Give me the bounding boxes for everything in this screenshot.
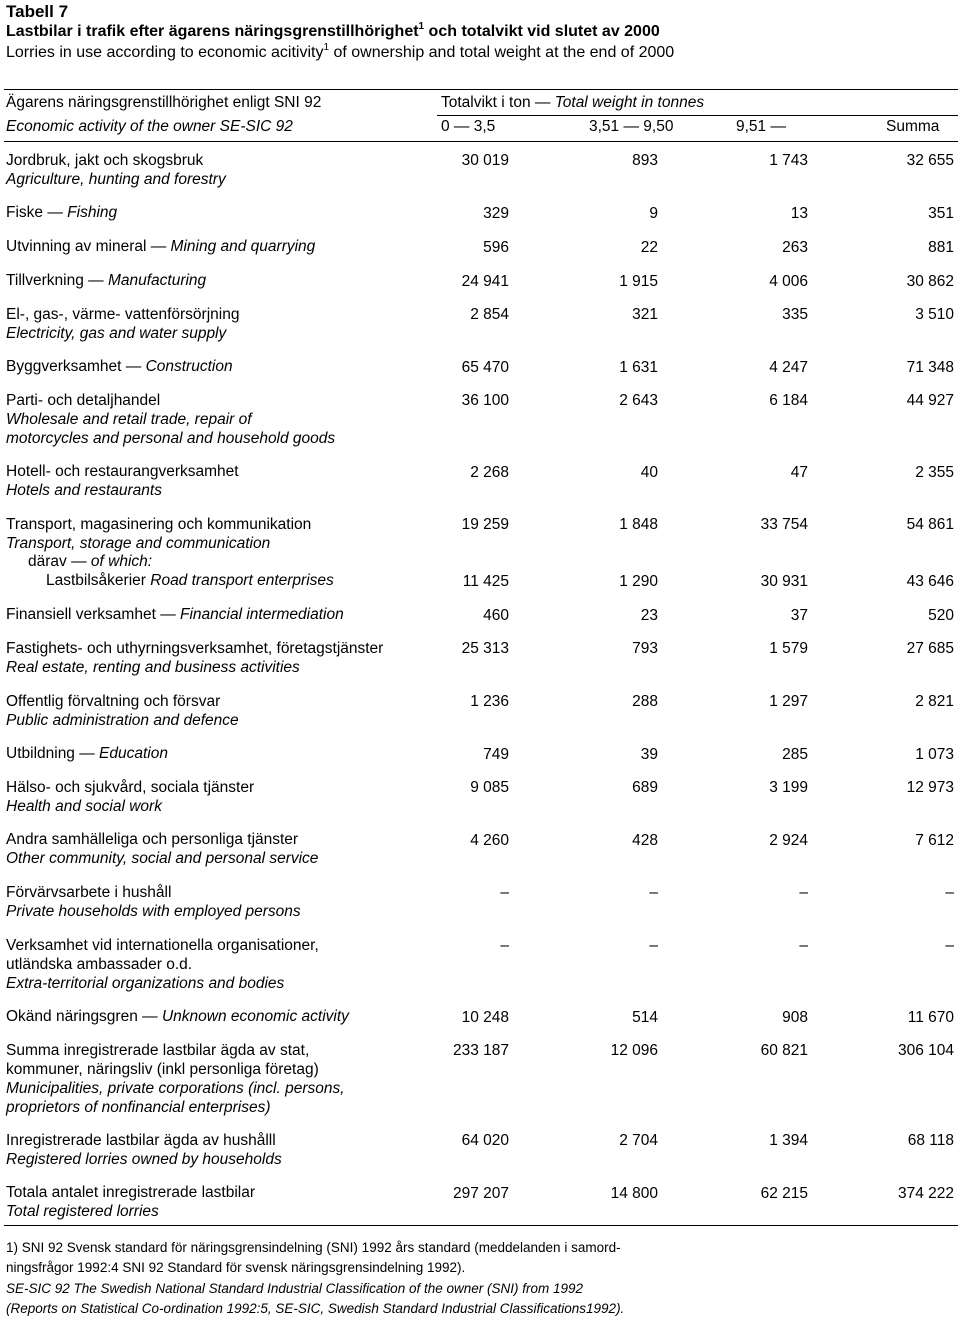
row-label-sv: Hotell- och restaurangverksamhet	[6, 463, 239, 480]
row-value-col-4: 1 073	[915, 746, 954, 763]
row-value-col-3: 60 821	[760, 1042, 808, 1059]
row-value-col-4: 520	[928, 607, 954, 624]
header-col-4: Summa	[886, 118, 940, 135]
row-value-col-3: 285	[782, 746, 808, 763]
row-value-col-4: 27 685	[906, 640, 954, 657]
row-label-sv: Verksamhet vid internationella organisationer,	[6, 937, 319, 954]
row-label-sv: Förvärvsarbete i hushåll	[6, 884, 172, 901]
row-label	[6, 744, 168, 763]
row-value-col-1: 19 259	[461, 516, 509, 533]
row-value-col-1: 233 187	[452, 1042, 509, 1059]
row-label-sv: Tillverkning —	[6, 272, 108, 289]
row-label-sv: Offentlig förvaltning och försvar	[6, 693, 221, 710]
row-label-en: Wholesale and retail trade, repair of	[6, 411, 252, 428]
row-label-sv: Parti- och detaljhandel	[6, 392, 161, 409]
row-value-col-2: 9	[649, 205, 658, 222]
row-value-col-4: –	[945, 937, 954, 954]
row-label-en-cont: motorcycles and personal and household goods	[6, 430, 336, 447]
table-number: Tabell 7	[6, 2, 69, 21]
row-value-col-3: 3 199	[769, 779, 808, 796]
row-label-en: Health and social work	[6, 798, 162, 815]
row-value-col-1: 10 248	[461, 1009, 509, 1026]
row-label-en: Electricity, gas and water supply	[6, 325, 227, 342]
row-value-col-1: –	[500, 884, 509, 901]
row-label-en-cont: proprietors of nonfinancial enterprises)	[6, 1099, 271, 1116]
row-value-col-3: 4 247	[769, 359, 808, 376]
row-label-en: Total registered lorries	[6, 1203, 159, 1220]
header-col-3: 9,51 —	[736, 118, 786, 135]
row-value-col-3: 33 754	[760, 516, 808, 533]
row-value-col-3: 62 215	[760, 1185, 808, 1202]
row-label	[6, 605, 344, 624]
header-col-1: 0 — 3,5	[441, 118, 496, 135]
row-value-col-3: 335	[782, 306, 808, 323]
row-value-col-3: 6 184	[769, 392, 808, 409]
footnote-line-4: (Reports on Statistical Co-ordination 1992:5, SE-SIC, Swedish Standard Industrial Classifications1992).	[6, 1301, 625, 1316]
row-value-col-3: 2 924	[769, 832, 808, 849]
row-value-col-1: 2 854	[470, 306, 509, 323]
row-label-en: Public administration and defence	[6, 712, 239, 729]
row-value-col-2: 2 704	[619, 1132, 658, 1149]
header-activity-en: Economic activity of the owner SE-SIC 92	[6, 118, 293, 135]
row-value-col-1: 329	[483, 205, 509, 222]
row-value-col-3: 37	[790, 607, 808, 624]
row-value-col-4: 68 118	[907, 1132, 954, 1149]
row-value-col-4: 30 862	[906, 273, 954, 290]
row-value-col-4: 2 355	[915, 464, 954, 481]
row-label-sv: Lastbilsåkerier	[46, 572, 151, 589]
row-value-col-2: –	[649, 937, 658, 954]
row-value-col-1: 297 207	[452, 1185, 509, 1202]
row-value-col-4: 7 612	[915, 832, 954, 849]
row-label-sv: El-, gas-, värme- vattenförsörjning	[6, 306, 240, 323]
row-value-col-4: 881	[928, 239, 954, 256]
row-value-col-2: 321	[632, 306, 658, 323]
row-label-en: Road transport enterprises	[150, 572, 334, 589]
row-value-col-2: 22	[640, 239, 658, 256]
row-value-col-1: 9 085	[470, 779, 509, 796]
row-value-col-2: 39	[640, 746, 658, 763]
title-english: Lorries in use according to economic acitivity$^1$ of ownership and total weight at the end of 2000	[6, 42, 675, 61]
row-label-en: Education	[99, 745, 168, 762]
footnote-line-2: ningsfrågor 1992:4 SNI 92 Standard för svensk näringsgrensindelning 1992).	[6, 1260, 466, 1275]
row-value-col-1: 64 020	[461, 1132, 509, 1149]
row-value-col-2: 893	[632, 152, 658, 169]
row-value-col-1: –	[500, 937, 509, 954]
row-label	[28, 552, 152, 571]
row-value-col-4: 12 973	[906, 779, 954, 796]
row-value-col-1: 2 268	[470, 464, 509, 481]
row-label-en: Manufacturing	[107, 272, 207, 289]
row-label-sv: Inregistrerade lastbilar ägda av hushålll	[6, 1132, 276, 1149]
row-value-col-3: –	[799, 937, 808, 954]
row-value-col-4: 54 861	[906, 516, 954, 533]
row-label-en: Extra-territorial organizations and bodies	[6, 975, 285, 992]
row-label	[6, 237, 315, 256]
row-value-col-1: 36 100	[461, 392, 509, 409]
row-value-col-3: 908	[782, 1009, 808, 1026]
header-top-rule	[4, 89, 958, 90]
row-value-col-3: 263	[782, 239, 808, 256]
header-bottom-rule	[4, 141, 958, 142]
row-value-col-2: 1 290	[619, 573, 658, 590]
row-label-en: Other community, social and personal service	[6, 850, 319, 867]
row-label-en: Agriculture, hunting and forestry	[6, 171, 226, 188]
row-label-en: Municipalities, private corporations (incl. persons,	[6, 1080, 345, 1097]
title-swedish: Lastbilar i trafik efter ägarens näringsgrenstillhörighet$^1$ och totalvikt vid slutet av 2000	[6, 21, 660, 40]
row-label-sv: Fastighets- och uthyrningsverksamhet, företagstjänster	[6, 640, 384, 657]
row-label-en: Registered lorries owned by households	[6, 1151, 282, 1168]
row-value-col-3: 1 297	[769, 693, 808, 710]
row-value-col-2: 288	[632, 693, 658, 710]
row-value-col-4: 3 510	[915, 306, 954, 323]
row-value-col-4: –	[945, 884, 954, 901]
row-value-col-2: 428	[632, 832, 658, 849]
row-label	[6, 357, 233, 376]
row-value-col-1: 30 019	[461, 152, 509, 169]
row-label-sv: därav —	[28, 553, 91, 570]
row-value-col-2: 1 848	[619, 516, 658, 533]
row-label-sv: Hälso- och sjukvård, sociala tjänster	[6, 779, 255, 796]
row-value-col-1: 11 425	[462, 573, 509, 590]
row-value-col-2: 1 915	[619, 273, 658, 290]
row-label-sv: Finansiell verksamhet —	[6, 606, 181, 623]
row-value-col-3: 1 743	[769, 152, 808, 169]
row-label-sv: Utbildning —	[6, 745, 100, 762]
row-label-en: Hotels and restaurants	[6, 482, 162, 499]
row-value-col-2: 514	[632, 1009, 658, 1026]
row-label-en: Mining and quarrying	[170, 238, 316, 255]
row-value-col-2: 793	[632, 640, 658, 657]
row-value-col-1: 749	[483, 746, 509, 763]
row-value-col-2: 40	[640, 464, 658, 481]
row-label	[6, 271, 206, 290]
row-value-col-1: 596	[483, 239, 509, 256]
row-value-col-2: 14 800	[610, 1185, 658, 1202]
header-activity-sv: Ägarens näringsgrenstillhörighet enligt SNI 92	[6, 94, 322, 111]
row-value-col-3: 13	[790, 205, 808, 222]
row-value-col-1: 460	[483, 607, 509, 624]
row-value-col-1: 1 236	[470, 693, 509, 710]
row-value-col-4: 351	[928, 205, 954, 222]
row-value-col-1: 25 313	[461, 640, 509, 657]
row-value-col-4: 43 646	[906, 573, 954, 590]
row-value-col-1: 4 260	[470, 832, 509, 849]
row-value-col-4: 306 104	[897, 1042, 954, 1059]
row-value-col-1: 65 470	[461, 359, 509, 376]
row-label	[6, 203, 117, 222]
row-label	[6, 1007, 349, 1026]
footnote-line-1: 1) SNI 92 Svensk standard för näringsgrensindelning (SNI) 1992 års standard (meddelanden i samord-	[6, 1240, 621, 1255]
row-label-sv: Totala antalet inregistrerade lastbilar	[6, 1184, 255, 1201]
row-value-col-3: –	[799, 884, 808, 901]
row-value-col-4: 11 670	[907, 1009, 954, 1026]
row-value-col-3: 1 394	[769, 1132, 808, 1149]
header-weight: Totalvikt i ton — Total weight in tonnes	[441, 94, 705, 111]
row-label-en: Transport, storage and communication	[6, 535, 271, 552]
header-weight-rule	[437, 115, 958, 116]
row-value-col-2: 23	[640, 607, 658, 624]
header-col-2: 3,51 — 9,50	[589, 118, 674, 135]
row-value-col-3: 47	[790, 464, 808, 481]
row-label-en: Fishing	[67, 204, 118, 221]
row-label-en: Private households with employed persons	[6, 903, 301, 920]
row-label-sv: Andra samhälleliga och personliga tjänster	[6, 831, 299, 848]
row-label-sv: Jordbruk, jakt och skogsbruk	[6, 152, 204, 169]
row-value-col-4: 71 348	[906, 359, 954, 376]
row-label-en: Real estate, renting and business activities	[6, 659, 300, 676]
row-label-sv: Summa inregistrerade lastbilar ägda av stat,	[6, 1042, 310, 1059]
row-value-col-2: 2 643	[619, 392, 658, 409]
row-value-col-2: 1 631	[619, 359, 658, 376]
row-value-col-4: 2 821	[915, 693, 954, 710]
row-label-sv: Okänd näringsgren —	[6, 1008, 162, 1025]
row-value-col-1: 24 941	[461, 273, 509, 290]
table-bottom-rule	[4, 1225, 958, 1226]
row-label-sv: Transport, magasinering och kommunikation	[6, 516, 312, 533]
row-value-col-2: 689	[632, 779, 658, 796]
row-label	[46, 571, 334, 590]
row-value-col-4: 32 655	[906, 152, 954, 169]
row-label-en: of which:	[90, 553, 153, 570]
row-label-en: Financial intermediation	[180, 606, 344, 623]
row-value-col-3: 1 579	[769, 640, 808, 657]
row-value-col-4: 44 927	[906, 392, 954, 409]
row-label-sv-cont: utländska ambassader o.d.	[6, 956, 193, 973]
row-value-col-2: 12 096	[610, 1042, 658, 1059]
row-label-sv: Byggverksamhet —	[6, 358, 146, 375]
row-label-sv: Utvinning av mineral —	[6, 238, 171, 255]
row-label-en: Unknown economic activity	[161, 1008, 349, 1025]
row-value-col-3: 4 006	[769, 273, 808, 290]
row-value-col-3: 30 931	[760, 573, 808, 590]
row-label-en: Construction	[145, 358, 233, 375]
row-value-col-2: –	[649, 884, 658, 901]
row-value-col-4: 374 222	[897, 1185, 954, 1202]
footnote-line-3: SE-SIC 92 The Swedish National Standard Industrial Classification of the owner (SNI) from 1992	[6, 1281, 584, 1296]
row-label-sv: Fiske —	[6, 204, 68, 221]
row-label-sv-cont: kommuner, näringsliv (inkl personliga företag)	[6, 1061, 319, 1078]
